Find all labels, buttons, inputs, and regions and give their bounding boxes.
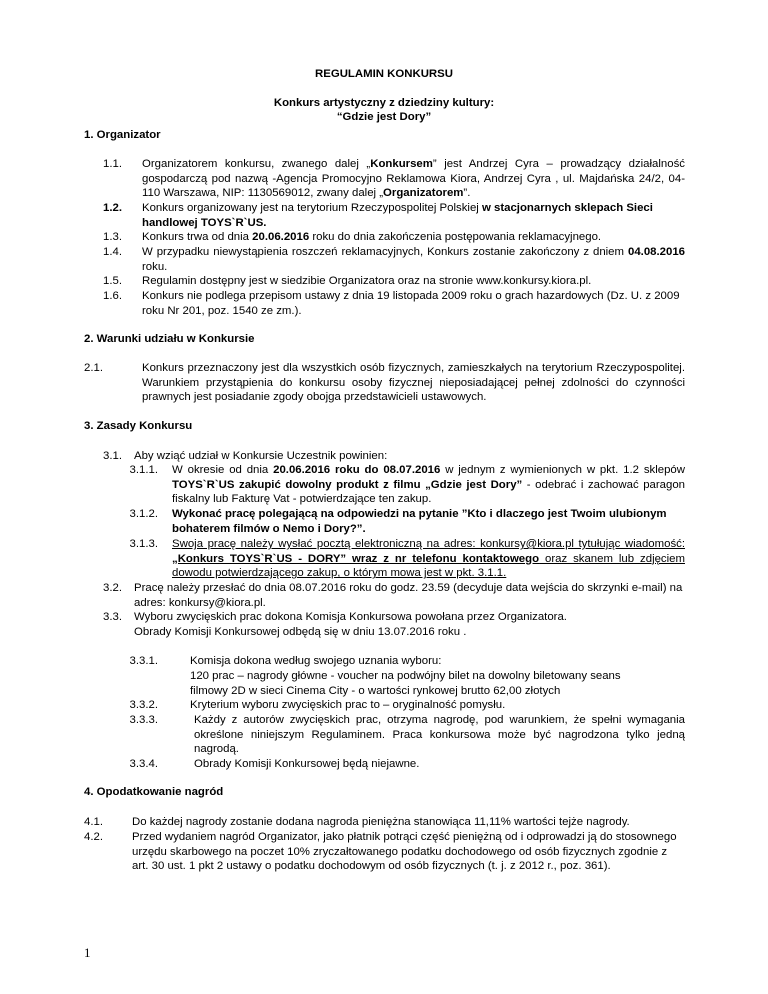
item-number: 1.6. xyxy=(103,290,122,302)
paragraph-1-6: Konkurs nie podlega przepisom ustawy z dnia 19 listopada 2009 roku o grach hazardowych (Dz. U. z 2009 roku Nr 201, poz. 1540 ze zm.). xyxy=(142,290,680,317)
item-number: 1.2. xyxy=(103,202,122,214)
paragraph-3-3-continued: Obrady Komisji Konkursowej odbędą się w dniu 13.07.2016 roku . xyxy=(134,626,467,638)
page-number: 1 xyxy=(84,945,91,960)
section-1-heading: 1. Organizator xyxy=(84,129,161,141)
item-number: 3.3. xyxy=(103,611,122,623)
paragraph-3-1-2: Wykonać pracę polegającą na odpowiedzi na pytanie ”Kto i dlaczego jest Twoim ulubionym bohaterem filmów o Nemo i Dory?”. xyxy=(172,508,667,535)
paragraph-3-3: Wyboru zwycięskich prac dokona Komisja Konkursowa powołana przez Organizatora. xyxy=(134,611,567,623)
item-number: 3.3.2. xyxy=(129,699,158,711)
paragraph-3-3-3: Każdy z autorów zwycięskich prac, otrzyma nagrodę, pod warunkiem, że spełni wymagania określone niniejszym Regulaminem. Praca konkursowa może być nagrodzona tylko jedną nagrodą. xyxy=(194,714,685,756)
document-subtitle-line2: “Gdzie jest Dory” xyxy=(336,111,432,123)
text-run: Konkurs trwa od dnia xyxy=(142,231,253,243)
text-run-bold: „Konkurs TOYS`R`US - DORY” wraz z nr telefonu kontaktowego xyxy=(172,552,540,565)
section-2-heading: 2. Warunki udziału w Konkursie xyxy=(84,333,255,345)
text-run-bold: 04.08.2016 xyxy=(627,246,685,258)
paragraph-2-1: Konkurs przeznaczony jest dla wszystkich osób fizycznych, zamieszkałych na terytorium Rzeczypospolitej. Warunkiem przystąpienia do konkursu osoby fizycznej nieposiadającej pełnej zdolności do czynności prawnych jest posiadanie zgody obojga przedstawicieli ustawowych. xyxy=(142,362,685,404)
text-run: - odebrać i zachować paragon fiskalny lub Fakturę Vat - potwierdzające ten zakup. xyxy=(172,478,686,506)
text-run-bold: w stacjonarnych sklepach Sieci handlowej TOYS`R`US. xyxy=(142,202,653,229)
item-number: 4.2. xyxy=(84,831,103,843)
text-run: ”. xyxy=(463,187,471,200)
paragraph-3-3-2: Kryterium wyboru zwycięskich prac to – oryginalność pomysłu. xyxy=(190,699,506,711)
paragraph-1-4 xyxy=(142,245,685,274)
item-number: 3.1.1. xyxy=(129,464,158,476)
paragraph-4-1: Do każdej nagrody zostanie dodana nagroda pieniężna stanowiąca 11,11% wartości tejże nagrody. xyxy=(132,816,630,828)
text-run-bold: 20.06.2016 xyxy=(252,231,310,243)
paragraph-3-1-1 xyxy=(172,463,685,507)
section-3-heading: 3. Zasady Konkursu xyxy=(84,420,193,432)
text-run-bold: Konkursem xyxy=(370,158,433,170)
text-run: roku. xyxy=(142,260,168,273)
text-run-bold: TOYS`R`US zakupić dowolny produkt z filmu „Gdzie jest Dory” xyxy=(172,478,523,491)
text-run: Swoja pracę należy wysłać pocztą elektroniczną na adres: konkursy@kiora.pl tytułując wiadomość: xyxy=(172,538,685,550)
paragraph-3-3-1: Komisja dokona według swojego uznania wyboru: xyxy=(190,655,442,667)
document-title: REGULAMIN KONKURSU xyxy=(315,68,453,80)
text-run: oraz skanem lub zdjęciem dowodu potwierdzającego zakup, o którym mowa jest w pkt. 3.1.1. xyxy=(172,552,685,580)
text-run: w jednym z wymienionych w pkt. 1.2 sklepów xyxy=(440,464,685,476)
paragraph-1-5: Regulamin dostępny jest w siedzibie Organizatora oraz na stronie www.konkursy.kiora.pl. xyxy=(142,275,592,287)
item-number: 3.3.1. xyxy=(129,655,158,667)
section-4-heading: 4. Opodatkowanie nagród xyxy=(84,786,224,798)
item-number: 1.1. xyxy=(103,158,122,170)
item-number: 3.1.2. xyxy=(129,508,158,520)
item-number: 4.1. xyxy=(84,816,103,828)
paragraph-3-3-1-prize: 120 prac – nagrody główne - voucher na podwójny bilet na dowolny biletowany seans filmowy 2D w sieci Cinema City - o wartości rynkowej brutto 62,00 złotych xyxy=(190,670,621,697)
item-number: 2.1. xyxy=(84,362,103,374)
paragraph-3-2: Pracę należy przesłać do dnia 08.07.2016 roku do godz. 23.59 (decyduje data wejścia do skrzynki e-mail) na adres: konkursy@kiora.pl. xyxy=(134,582,683,609)
paragraph-4-2: Przed wydaniem nagród Organizator, jako płatnik potrąci część pieniężną od i odprowadzi ją do stosownego urzędu skarbowego na poczet 10% zryczałtowanego podatku dochodowego od osób fizycznych zgodnie z art. 30 ust. 1 pkt 2 ustawy o podatku dochodowym od osób fizycznych (t. j. z 2012 r., poz. 361). xyxy=(132,831,677,873)
paragraph-1-2 xyxy=(142,201,685,230)
item-number: 3.1.3. xyxy=(129,538,158,550)
text-run-bold: Organizatorem xyxy=(383,187,464,200)
item-number: 3.1. xyxy=(103,450,122,462)
item-number: 1.4. xyxy=(103,246,122,258)
paragraph-3-1-3 xyxy=(172,537,685,581)
paragraph-3-1: Aby wziąć udział w Konkursie Uczestnik powinien: xyxy=(134,450,388,462)
text-run-bold: 20.06.2016 roku do 08.07.2016 xyxy=(273,464,441,476)
item-number: 3.3.4. xyxy=(129,758,158,770)
text-run: ” jest Andrzej Cyra – prowadzący działalność gospodarczą pod nazwą -Agencja Promocyjno Reklamowa Kiora, Andrzej Cyra , ul. Majdańska 24/2, 04-110 Warszawa, NIP: 1130569012, zwany dalej „ xyxy=(142,158,685,200)
item-number: 3.3.3. xyxy=(129,714,158,726)
item-number: 1.5. xyxy=(103,275,122,287)
text-run: Organizatorem konkursu, zwanego dalej „ xyxy=(142,158,371,170)
text-run: roku do dnia zakończenia postępowania reklamacyjnego. xyxy=(309,231,602,243)
document-subtitle-line1: Konkurs artystyczny z dziedziny kultury: xyxy=(273,97,495,109)
item-number: 1.3. xyxy=(103,231,122,243)
paragraph-3-3-4: Obrady Komisji Konkursowej będą niejawne. xyxy=(194,758,420,770)
text-run: Konkurs organizowany jest na terytorium Rzeczypospolitej Polskiej xyxy=(142,202,482,214)
text-run: W przypadku niewystąpienia roszczeń reklamacyjnych, Konkurs zostanie zakończony z dniem xyxy=(142,246,628,258)
paragraph-1-3 xyxy=(142,230,685,245)
item-number: 3.2. xyxy=(103,582,122,594)
paragraph-1-1 xyxy=(142,157,685,201)
text-run: W okresie od dnia xyxy=(172,464,274,476)
